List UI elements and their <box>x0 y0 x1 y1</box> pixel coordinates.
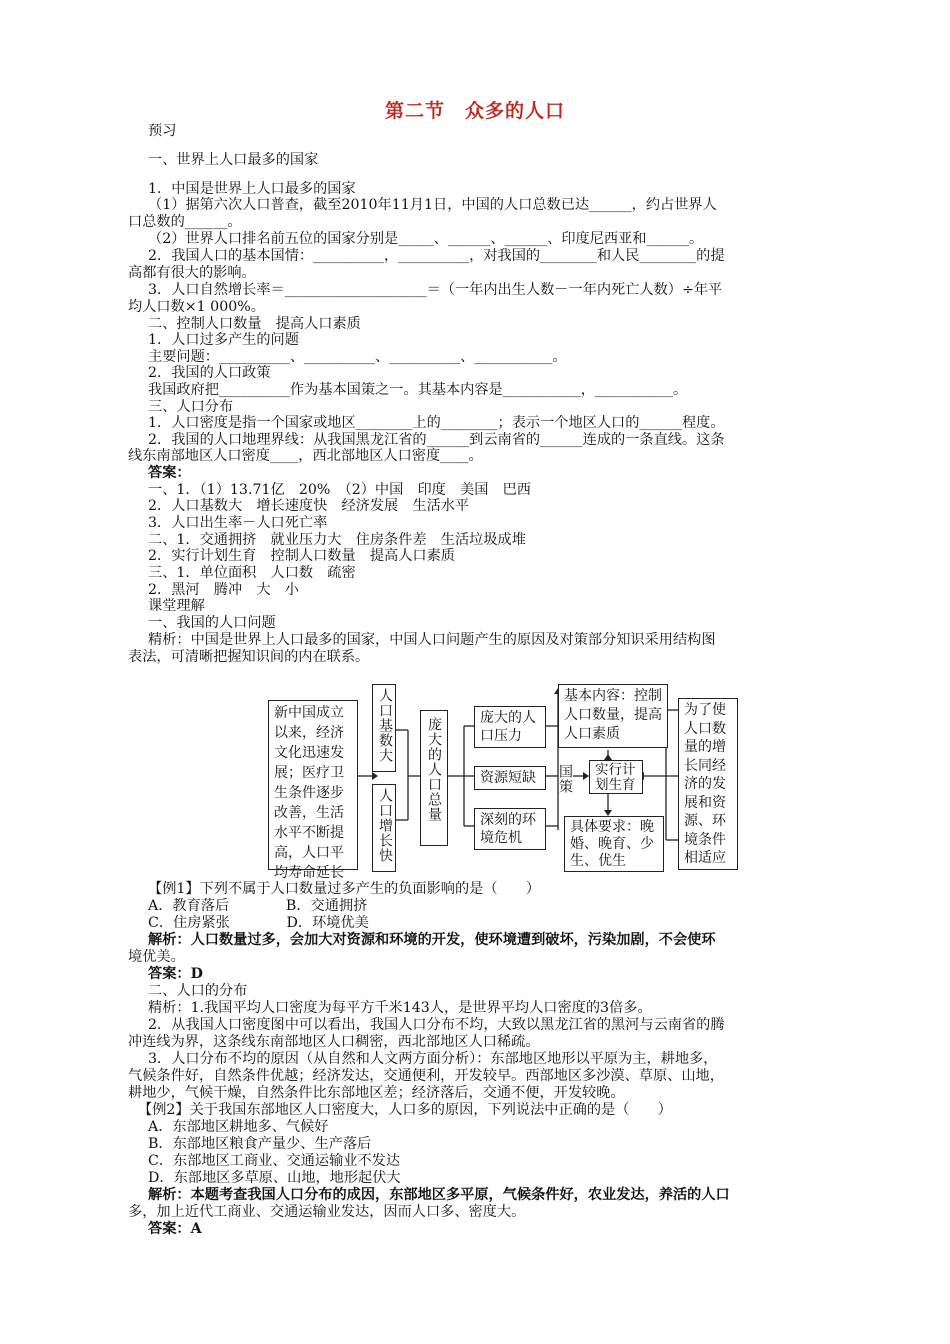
text-line: 三、1．单位面积 人口数 疏密 <box>148 565 356 581</box>
text-line: 2．实行计划生育 控制人口数量 提高人口素质 <box>148 548 455 564</box>
environment-box: 深刻的环境危机 <box>474 808 546 850</box>
text-line: 精析：中国是世界上人口最多的国家，中国人口问题产生的原因及对策部分知识采用结构图 <box>148 632 716 648</box>
text-line: 口总数的______。 <box>128 214 242 230</box>
analysis-line: 解析：本题考查我国人口分布的成因，东部地区多平原，气候条件好，农业发达，养活的人口 <box>148 1187 730 1203</box>
answer-line: 答案：D <box>148 966 203 982</box>
text-line: 线东南部地区人口密度____，西北部地区人口密度____。 <box>128 448 483 464</box>
text-line: 三、人口分布 <box>148 399 234 415</box>
section-title: 第二节 众多的人口 <box>384 100 565 122</box>
text-line: C．东部地区工商业、交通运输业不发达 <box>148 1153 401 1169</box>
text-line: 课堂理解 <box>148 598 205 614</box>
pressure-box: 庞大的人口压力 <box>474 706 546 748</box>
text-line: C．住房紧张 D．环境优美 <box>148 915 369 931</box>
text-line: 3．人口出生率－人口死亡率 <box>148 515 328 531</box>
text-line: A．教育落后 B．交通拥挤 <box>148 898 368 914</box>
text-line: 3．人口自然增长率＝____________________＝（一年内出生人数－一年内死亡人数）÷年平 <box>148 282 723 298</box>
text-line: 气候条件好，自然条件优越；经济发达，交通便利，开发较早。西部地区多沙漠、草原、山地， <box>128 1068 724 1084</box>
text-line: （2）世界人口排名前五位的国家分别是_____、______、______、印度尼西亚和______。 <box>148 231 704 247</box>
text-line: 冲连线为界，这条线东南部地区人口稠密，西北部地区人口稀疏。 <box>128 1034 540 1050</box>
text-line: 境优美。 <box>128 949 185 965</box>
text-line: 一、世界上人口最多的国家 <box>148 152 319 168</box>
text-line: 二、控制人口数量 提高人口素质 <box>148 316 361 332</box>
total-population-box: 庞大的人口总量 <box>420 710 448 846</box>
answer-line: 答案：A <box>148 1221 202 1237</box>
text-line: 1．人口过多产生的问题 <box>148 332 299 348</box>
basic-content-box: 基本内容：控制人口数量，提高人口素质 <box>558 684 668 748</box>
text-line: B．东部地区粮食产量少、生产落后 <box>148 1136 372 1152</box>
text-line: 主要问题：__________、__________、__________、___________。 <box>148 349 567 365</box>
text-line: 1．人口密度是指一个国家或地区________上的________；表示一个地区人口的______程度。 <box>148 415 725 431</box>
text-line: 2．我国人口的基本国情：__________，__________，对我国的________和人民________的提 <box>148 248 725 264</box>
text-line: 耕地少，气候干燥，自然条件比东部地区差；经济落后，交通不便，开发较晚。 <box>128 1085 625 1101</box>
text-line: D．东部地区多草原、山地，地形起伏大 <box>148 1170 401 1186</box>
text-line: 高都有很大的影响。 <box>128 265 256 281</box>
text-line: 精析：1.我国平均人口密度为每平方千米143人，是世界平均人口密度的3倍多。 <box>148 1000 652 1016</box>
text-line: 多，加上近代工商业、交通运输业发达，因而人口多、密度大。 <box>128 1204 526 1220</box>
text-line: 一、1．（1）13.71亿 20% （2）中国 印度 美国 巴西 <box>148 482 531 498</box>
text-line: 2．我国的人口地理界线：从我国黑龙江省的______到云南省的______连成的一条直线。这条 <box>148 432 725 448</box>
text-line: （1）据第六次人口普查，截至2010年11月1日，中国的人口总数已达______，约占世界人 <box>148 197 717 213</box>
text-line: 表法，可清晰把握知识间的内在联系。 <box>128 649 370 665</box>
text-line: A．东部地区耕地多、气候好 <box>148 1119 329 1135</box>
text-line: 2．黑河 腾冲 大 小 <box>148 582 299 598</box>
requirements-box: 具体要求：晚婚、晚育、少生、优生 <box>564 816 664 872</box>
base-large-box: 人口基数大 <box>372 684 396 772</box>
text-line: 预习 <box>148 123 177 139</box>
family-planning-box: 实行计划生育 <box>589 760 643 794</box>
text-line: 我国政府把__________作为基本国策之一。其基本内容是___________，___________。 <box>148 382 688 398</box>
text-line: 2．我国的人口政策 <box>148 365 271 381</box>
answer-label: 答案： <box>148 465 191 481</box>
policy-label: 国策 <box>557 764 573 794</box>
text-line: 3．人口分布不均的原因（从自然和人文两方面分析）：东部地区地形以平原为主，耕地多， <box>148 1051 718 1067</box>
analysis-line: 解析：人口数量过多，会加大对资源和环境的开发，使环境遭到破坏，污染加剧，不会使环 <box>148 932 716 948</box>
cause-box: 新中国成立以来，经济文化迅速发展；医疗卫生条件逐步改善，生活水平不断提高，人口平均寿命延长 <box>268 700 358 870</box>
text-line: 2．人口基数大 增长速度快 经济发展 生活水平 <box>148 498 470 514</box>
text-line: 【例2】关于我国东部地区人口密度大，人口多的原因，下列说法中正确的是（ ） <box>138 1102 672 1118</box>
text-line: 二、1．交通拥挤 就业压力大 住房条件差 生活垃圾成堆 <box>148 532 526 548</box>
text-line: 【例1】下列不属于人口数量过多产生的负面影响的是（ ） <box>148 881 541 897</box>
text-line: 1．中国是世界上人口最多的国家 <box>148 181 356 197</box>
text-line: 均人口数×1 000%。 <box>128 299 265 315</box>
structure-diagram <box>268 680 738 881</box>
resource-box: 资源短缺 <box>474 766 546 790</box>
text-line: 2．从我国人口密度图中可以看出，我国人口分布不均，大致以黑龙江省的黑河与云南省的腾 <box>148 1017 725 1033</box>
text-line: 二、人口的分布 <box>148 983 248 999</box>
text-line: 一、我国的人口问题 <box>148 615 276 631</box>
growth-fast-box: 人口增长快 <box>372 784 396 872</box>
goal-box: 为了使人口数量的增长同经济的发展和资源、环境条件相适应 <box>678 698 738 870</box>
